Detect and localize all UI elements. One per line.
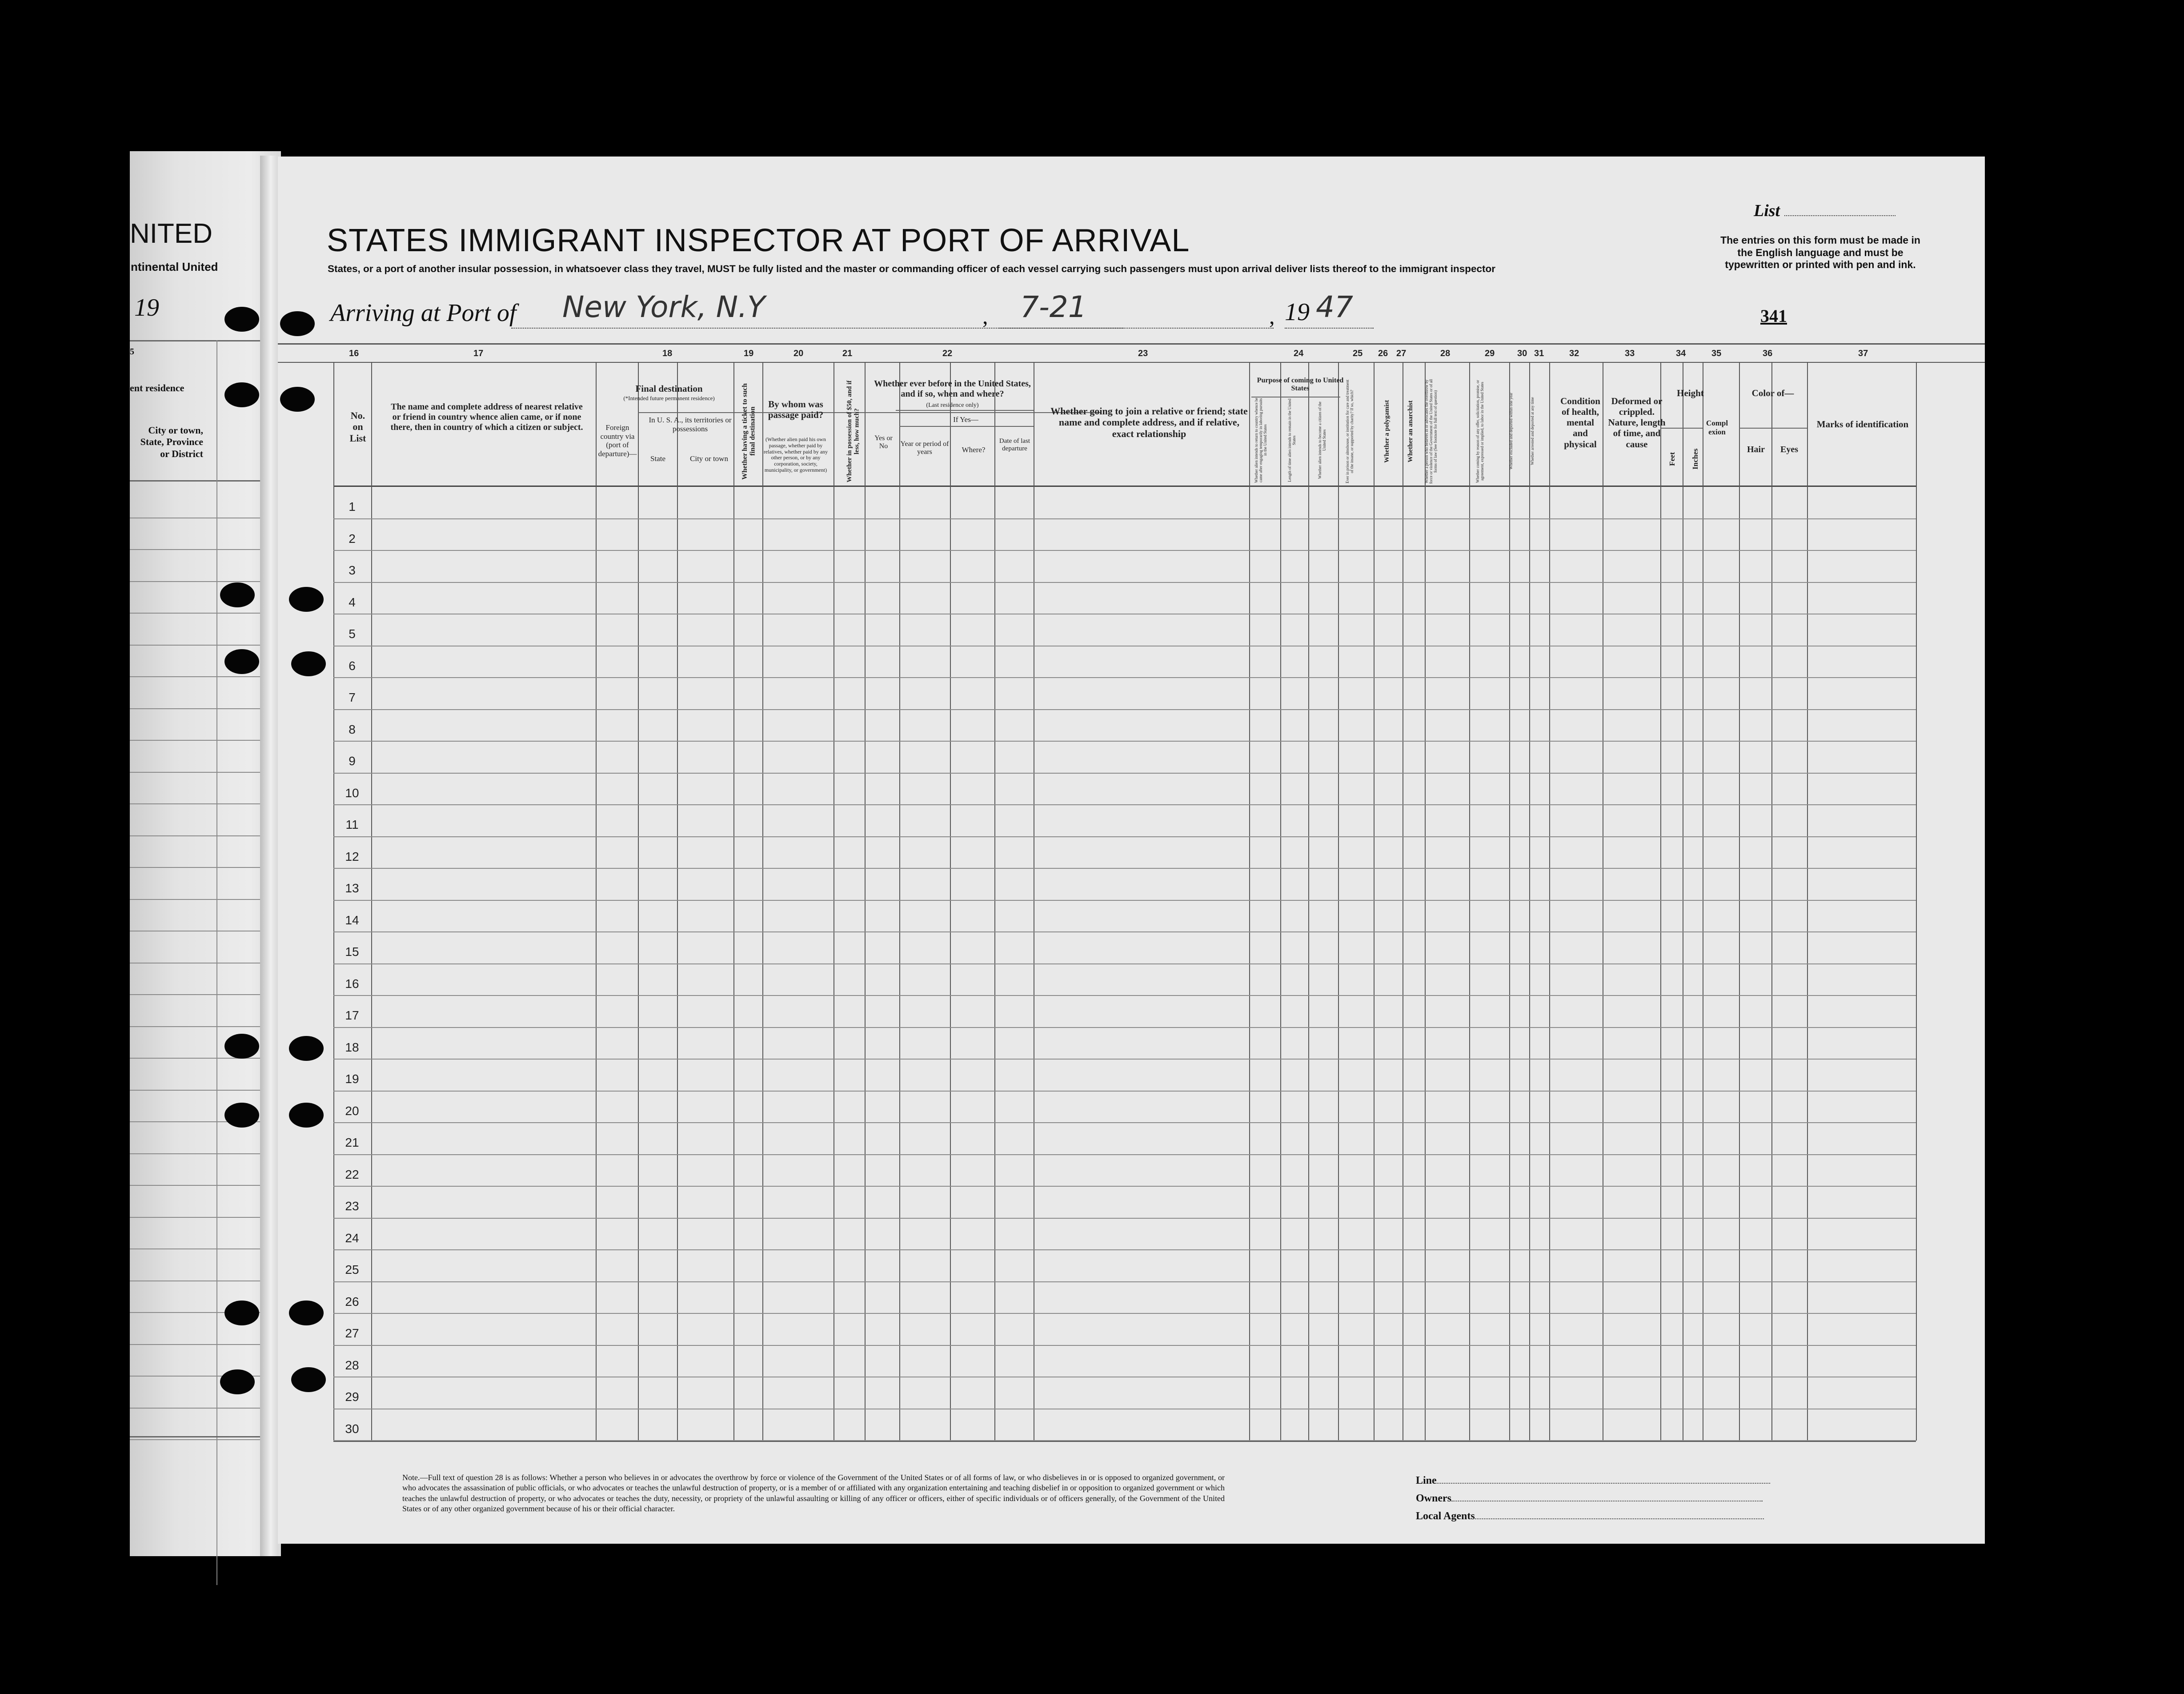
date-handwritten: 7-21 xyxy=(1020,290,1087,324)
column-divider xyxy=(950,362,951,1441)
header-c26: Whether a polygamist xyxy=(1383,400,1391,463)
column-divider xyxy=(865,362,866,1441)
punch-hole xyxy=(289,1103,324,1128)
left-row-line xyxy=(130,1408,281,1409)
left-page-fragment xyxy=(130,151,281,1556)
table-row xyxy=(333,1186,1916,1187)
table-row xyxy=(333,963,1916,964)
header-c28: Whether a person who believes in or advocates the overthrow by force or violence of the Government of the United States or of all forms of law (See footnote for full text of question) xyxy=(1424,379,1438,484)
row-number: 9 xyxy=(349,754,356,768)
column-divider xyxy=(1916,362,1917,1441)
column-number: 25 xyxy=(1353,349,1363,358)
header-subdivider xyxy=(950,429,951,486)
column-divider xyxy=(1338,362,1339,1441)
left-row-line xyxy=(130,676,281,677)
row-number: 21 xyxy=(345,1136,359,1149)
column-divider xyxy=(677,362,678,1441)
header-c20-title: By whom was passage paid? xyxy=(768,399,824,421)
column-divider xyxy=(596,362,597,1441)
column-number: 30 xyxy=(1517,349,1527,358)
row-number: 24 xyxy=(345,1231,359,1245)
header-c24-b: Length of time alien intends to remain in the United States xyxy=(1287,398,1296,482)
column-number: 26 xyxy=(1378,349,1388,358)
header-c22-ifyes: If Yes— xyxy=(953,415,978,424)
header-c34-inches: Inches xyxy=(1691,448,1699,470)
punch-hole xyxy=(224,649,259,674)
header-c25: Ever in prison or almshouse, or institution for care and treatment of the insane, or supported by charity? If so, which? xyxy=(1345,379,1354,483)
header-c24-a: Whether alien intends to return to country whence he came after engaging temporarily in laboring pursuits in the United States xyxy=(1254,397,1267,483)
left-header-residence: ent residence xyxy=(130,382,184,393)
header-subrule xyxy=(1739,428,1807,429)
table-row xyxy=(333,1027,1916,1028)
table-row xyxy=(333,1091,1916,1092)
row-number: 27 xyxy=(345,1326,359,1340)
punch-hole xyxy=(220,582,255,607)
left-row-line xyxy=(130,1248,281,1249)
footer-agents-label: Local Agents xyxy=(1416,1510,1764,1522)
column-number: 21 xyxy=(842,349,853,358)
row-number: 3 xyxy=(349,563,356,577)
column-divider xyxy=(1529,362,1530,1441)
left-row-line xyxy=(130,1376,281,1377)
left-year-fragment: 19 xyxy=(134,294,159,321)
header-c34-feet: Feet xyxy=(1668,452,1676,466)
row-number: 23 xyxy=(345,1199,359,1213)
header-subrule xyxy=(896,410,1034,411)
header-c24-c: Whether alien intends to become a citizen of the United States xyxy=(1318,401,1326,479)
header-c29: Whether coming by reason of any offer, solicitation, promise, or agreement, expressed or implied, to labor in the United States xyxy=(1475,380,1484,483)
punch-hole xyxy=(289,1036,324,1061)
column-number: 18 xyxy=(662,349,673,358)
header-c30: Whether excluded and deported within one year xyxy=(1509,393,1513,470)
header-c21: Whether in possession of $50, and if less, how much? xyxy=(846,380,861,482)
row-number: 10 xyxy=(345,786,359,800)
left-subtitle-fragment: ntinental United xyxy=(131,260,218,273)
left-row-line xyxy=(130,1185,281,1186)
column-divider xyxy=(1280,362,1281,1441)
column-number: 24 xyxy=(1294,349,1304,358)
row-number: 30 xyxy=(345,1421,359,1436)
column-number: 27 xyxy=(1396,349,1407,358)
column-number: 33 xyxy=(1625,349,1635,358)
column-divider xyxy=(1739,362,1740,1441)
left-row-line xyxy=(130,613,281,614)
left-row-line xyxy=(130,772,281,773)
year-prefix: 19 xyxy=(1285,298,1310,326)
left-row-line xyxy=(130,1058,281,1059)
header-c22-date: Date of last departure xyxy=(999,438,1030,453)
row-number: 13 xyxy=(345,881,359,895)
table-row xyxy=(333,1281,1916,1282)
header-c20-note: (Whether alien paid his own passage, whether paid by relatives, whether paid by any other person, or by any corporation, society, municipality, or government) xyxy=(763,436,828,473)
header-c18-city: City or town xyxy=(690,454,728,463)
punch-hole xyxy=(289,587,324,612)
left-row-line xyxy=(130,835,281,836)
column-divider xyxy=(1249,362,1250,1441)
row-number: 4 xyxy=(349,595,356,609)
row-number: 26 xyxy=(345,1294,359,1309)
column-divider xyxy=(638,362,639,1441)
table-row xyxy=(333,582,1916,583)
column-number: 32 xyxy=(1569,349,1579,358)
column-divider xyxy=(1660,362,1661,1441)
row-number: 15 xyxy=(345,945,359,959)
header-subrule xyxy=(899,426,1034,427)
left-header-city: City or town, State, Province or District xyxy=(140,425,203,459)
left-row-line xyxy=(130,994,281,995)
form-subtitle: States, or a port of another insular possession, in whatsoever class they travel, MUST be fully listed and the master or commanding officer of each vessel carrying such passengers must upon arrival deliver lists thereof to the immigrant inspector xyxy=(328,263,1495,274)
header-c36-hair: Hair xyxy=(1747,445,1765,454)
punch-hole xyxy=(224,1034,259,1059)
left-title-fragment: NITED xyxy=(130,218,212,249)
header-c17: The name and complete address of nearest relative or friend in country whence alien came, or if none there, then in country of which a citizen or subject. xyxy=(390,402,583,432)
left-row-line xyxy=(130,1344,281,1345)
comma-1: , xyxy=(982,304,988,329)
column-divider xyxy=(1469,362,1470,1441)
column-number: 20 xyxy=(793,349,804,358)
header-c35: Complexion xyxy=(1706,419,1728,436)
header-c18-sub: (*Intended future permanent residence) xyxy=(623,395,715,401)
header-c18-title: Final destination xyxy=(635,383,703,394)
row-number: 14 xyxy=(345,913,359,927)
left-rule-bottom xyxy=(130,1436,281,1437)
column-divider xyxy=(733,362,734,1441)
left-row-line xyxy=(130,899,281,900)
table-row xyxy=(333,1249,1916,1250)
left-row-line xyxy=(130,867,281,868)
column-number: 23 xyxy=(1138,349,1148,358)
column-number: 22 xyxy=(942,349,953,358)
left-row-line xyxy=(130,740,281,741)
column-divider xyxy=(762,362,763,1441)
column-divider xyxy=(899,362,900,1441)
header-c18-state: State xyxy=(650,454,665,463)
left-rule-header xyxy=(130,480,281,482)
comma-2: , xyxy=(1269,304,1275,329)
page-fold xyxy=(260,156,278,1556)
table-top-rule xyxy=(278,343,1985,345)
table-row xyxy=(333,836,1916,837)
footer-note: Note.—Full text of question 28 is as follows: Whether a person who believes in or advocates the overthrow by force or violence of the Government of the United States or of all forms of law, or who disbelieves in or is opposed to organized government, or who advocates the assassination of public officials, or who advocates or teaches the unlawful destruction of property, or is a member of or affiliated with any organization entertaining and teaching disbelief in or opposition to organized government or which teaches the unlawful destruction of property, or who advocates or teaches the duty, necessity, or propriety of the unlawful assaulting or killing of any officer or officers, either of specific individuals or of officers generally, of the Government of the United States or of any other organized government because of his or their official character. xyxy=(402,1473,1225,1513)
punch-hole xyxy=(224,1103,259,1128)
table-row xyxy=(333,1154,1916,1155)
left-row-line xyxy=(130,1090,281,1091)
table-row xyxy=(333,1440,1916,1441)
left-row-line xyxy=(130,549,281,550)
header-subdivider xyxy=(677,441,678,486)
left-row-line xyxy=(130,1121,281,1122)
table-row xyxy=(333,518,1916,519)
table-colnum-rule xyxy=(278,362,1985,363)
left-row-line xyxy=(130,581,281,582)
row-number: 17 xyxy=(345,1008,359,1022)
header-c36-title: Color of— xyxy=(1751,388,1794,398)
header-c22-title: Whether ever before in the United States, and if so, when and where? xyxy=(874,379,1031,399)
punch-hole xyxy=(291,1367,326,1392)
table-row xyxy=(333,1313,1916,1314)
row-number: 29 xyxy=(345,1390,359,1404)
manifest-page xyxy=(278,157,1985,1544)
header-c32: Condition of health, mental and physical xyxy=(1560,396,1600,450)
punch-hole xyxy=(224,1301,259,1325)
header-c31: Whether arrested and deported at any time xyxy=(1530,397,1535,466)
list-label: List xyxy=(1754,201,1895,221)
left-row-line xyxy=(130,645,281,646)
arriving-label: Arriving at Port of xyxy=(330,299,517,327)
table-row xyxy=(333,741,1916,742)
year-handwritten: 47 xyxy=(1316,290,1353,324)
header-subdivider xyxy=(1771,429,1772,486)
left-row-line xyxy=(130,1026,281,1027)
punch-hole xyxy=(220,1369,255,1394)
row-number: 28 xyxy=(345,1358,359,1372)
header-c18-usa: In U. S. A., its territories or possessions xyxy=(649,416,732,433)
column-divider xyxy=(1308,362,1309,1441)
year-underline xyxy=(1285,328,1374,329)
column-number: 34 xyxy=(1676,349,1686,358)
table-row xyxy=(333,1059,1916,1060)
row-number: 8 xyxy=(349,722,356,736)
table-row xyxy=(333,931,1916,932)
column-number: 28 xyxy=(1440,349,1451,358)
table-row xyxy=(333,1218,1916,1219)
header-c22-sub: (Last residence only) xyxy=(926,402,979,409)
column-divider xyxy=(371,362,372,1441)
left-row-line xyxy=(130,803,281,804)
header-c16: No. on List xyxy=(349,410,366,444)
table-row xyxy=(333,868,1916,869)
form-notice: The entries on this form must be made in the English language and must be typewritten or printed with pen and ink. xyxy=(1720,234,1920,271)
column-number: 35 xyxy=(1711,349,1722,358)
column-divider xyxy=(1807,362,1808,1441)
header-c37: Marks of identification xyxy=(1816,419,1909,430)
left-row-line xyxy=(130,1217,281,1218)
table-row xyxy=(333,900,1916,901)
punch-hole xyxy=(289,1301,324,1325)
column-number: 37 xyxy=(1858,349,1868,358)
header-c22-where: Where? xyxy=(962,446,986,454)
left-row-line xyxy=(130,708,281,709)
column-number: 31 xyxy=(1534,349,1544,358)
column-divider xyxy=(1509,362,1510,1441)
row-number: 5 xyxy=(349,627,356,641)
table-row xyxy=(333,995,1916,996)
header-c36-eyes: Eyes xyxy=(1780,445,1798,454)
left-row-line xyxy=(130,1439,281,1440)
left-row-line xyxy=(130,1153,281,1154)
header-c27: Whether an anarchist xyxy=(1407,400,1414,462)
column-divider xyxy=(1374,362,1375,1441)
footer-line-label: Line xyxy=(1416,1475,1770,1487)
punch-hole xyxy=(280,311,315,336)
header-c33: Deformed or crippled. Nature, length of time, and cause xyxy=(1608,396,1666,450)
header-c22-years: Year or period of years xyxy=(900,440,949,456)
left-rule-top xyxy=(130,340,281,341)
column-number: 36 xyxy=(1763,349,1773,358)
punch-hole xyxy=(224,382,259,407)
row-number: 18 xyxy=(345,1040,359,1054)
column-number: 29 xyxy=(1485,349,1495,358)
row-number: 1 xyxy=(349,500,356,514)
row-number: 22 xyxy=(345,1167,359,1181)
table-row xyxy=(333,677,1916,678)
header-subrule xyxy=(1660,428,1703,429)
row-number: 7 xyxy=(349,690,356,704)
column-divider xyxy=(994,362,995,1441)
row-number: 11 xyxy=(345,818,359,831)
table-row xyxy=(333,709,1916,710)
column-number: 16 xyxy=(349,349,359,358)
port-handwritten: New York, N.Y xyxy=(562,290,765,324)
header-c22-yesno: Yes or No xyxy=(874,434,893,450)
row-number: 20 xyxy=(345,1104,359,1118)
header-c23: Whether going to join a relative or friend; state name and complete address, and if relative, exact relationship xyxy=(1050,405,1248,439)
header-c18-foreign: Foreign country via (port of departure)— xyxy=(598,423,637,458)
punch-hole xyxy=(291,651,326,676)
table-row xyxy=(333,804,1916,805)
table-row xyxy=(333,773,1916,774)
row-number: 2 xyxy=(349,531,356,546)
punch-hole xyxy=(280,387,315,412)
page-number: 341 xyxy=(1760,306,1787,326)
column-divider xyxy=(333,362,334,1441)
row-number: 25 xyxy=(345,1263,359,1277)
column-number: 17 xyxy=(473,349,484,358)
header-c34-title: Height xyxy=(1677,388,1704,398)
form-title: STATES IMMIGRANT INSPECTOR AT PORT OF ARRIVAL xyxy=(327,223,1190,258)
table-header-bottom xyxy=(333,486,1916,487)
column-divider xyxy=(1425,362,1426,1441)
column-number: 19 xyxy=(744,349,754,358)
row-number: 19 xyxy=(345,1072,359,1086)
date-underline xyxy=(998,328,1274,329)
column-divider xyxy=(1771,362,1772,1441)
row-number: 12 xyxy=(345,849,359,863)
column-divider xyxy=(1549,362,1550,1441)
left-col-number: 5 xyxy=(130,347,134,357)
table-row xyxy=(333,1345,1916,1346)
punch-hole xyxy=(224,307,259,332)
footer-owners-label: Owners xyxy=(1416,1493,1763,1505)
row-number: 16 xyxy=(345,976,359,991)
header-c19: Whether having a ticket to such final destination xyxy=(741,383,757,480)
table-row xyxy=(333,550,1916,551)
header-c24-title: Purpose of coming to United States xyxy=(1257,377,1344,393)
row-number: 6 xyxy=(349,658,356,673)
header-subrule xyxy=(638,412,1100,413)
table-row xyxy=(333,1122,1916,1123)
